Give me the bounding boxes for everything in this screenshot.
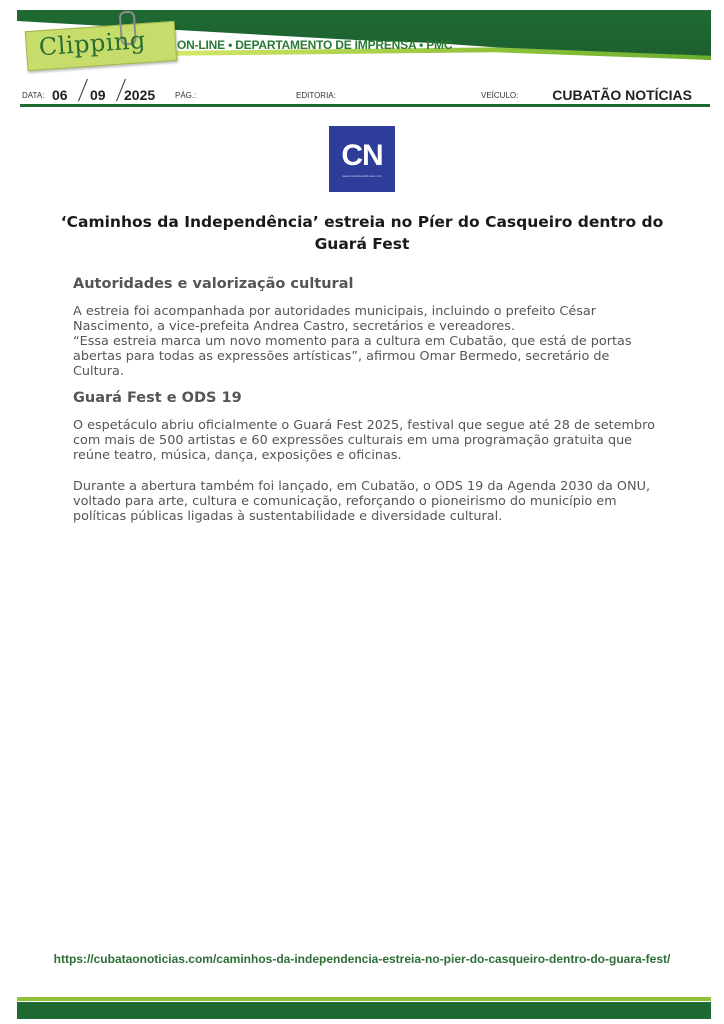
page-label: PÁG.:	[175, 91, 197, 100]
vehicle-value: CUBATÃO NOTÍCIAS	[552, 87, 692, 103]
date-day: 06	[52, 87, 68, 103]
meta-row	[20, 78, 710, 107]
cubatao-noticias-logo	[329, 126, 395, 192]
section-title: Autoridades e valorização cultural	[73, 276, 354, 292]
clipping-label: Clipping	[37, 25, 147, 62]
paragraph: O espetáculo abriu oficialmente o Guará Fest 2025, festival que segue até 28 de setembro com mais de 500 artistas e 60 expressões culturais em uma programação gratuita que reúne teatro, música, dança, exposições e oficinas.	[73, 418, 655, 463]
footer-band-light	[17, 997, 711, 1001]
article-headline: ‘Caminhos da Independência’ estreia no Píer do Casqueiro dentro do Guará Fest	[60, 213, 664, 253]
vehicle-label: VEÍCULO:	[481, 91, 519, 100]
date-year: 2025	[124, 87, 156, 103]
date-month: 09	[90, 87, 106, 103]
header-subtitle: ON-LINE • DEPARTAMENTO DE IMPRENSA • PMC	[177, 38, 453, 52]
paragraph: “Essa estreia marca um novo momento para a cultura em Cubatão, que está de portas abertas para todas as expressões artísticas”, afirmou Omar Bermedo, secretário de Cultura.	[73, 334, 632, 379]
date-separator	[78, 79, 88, 102]
date-label: DATA:	[22, 91, 45, 100]
article-body	[73, 274, 663, 524]
section-title: Guará Fest e ODS 19	[73, 390, 242, 406]
paragraph: A estreia foi acompanhada por autoridades municipais, incluindo o prefeito César Nascimento, a vice-prefeita Andrea Castro, secretários e vereadores.	[73, 304, 596, 334]
logo-mark: CN	[341, 138, 383, 172]
paragraph: Durante a abertura também foi lançado, em Cubatão, o ODS 19 da Agenda 2030 da ONU, voltado para arte, cultura e comunicação, reforçando o pioneirismo do município em políticas públicas ligadas à sustentabilidade e diversidade cultural.	[73, 479, 651, 524]
source-link[interactable]: https://cubataonoticias.com/caminhos-da-independencia-estreia-no-pier-do-casqueiro-dentro-do-guara-fest/	[53, 952, 671, 966]
footer-band-dark	[17, 1002, 711, 1019]
logo-url: www.cubataonoticias.com	[342, 173, 382, 178]
editoria-label: EDITORIA:	[296, 91, 336, 100]
